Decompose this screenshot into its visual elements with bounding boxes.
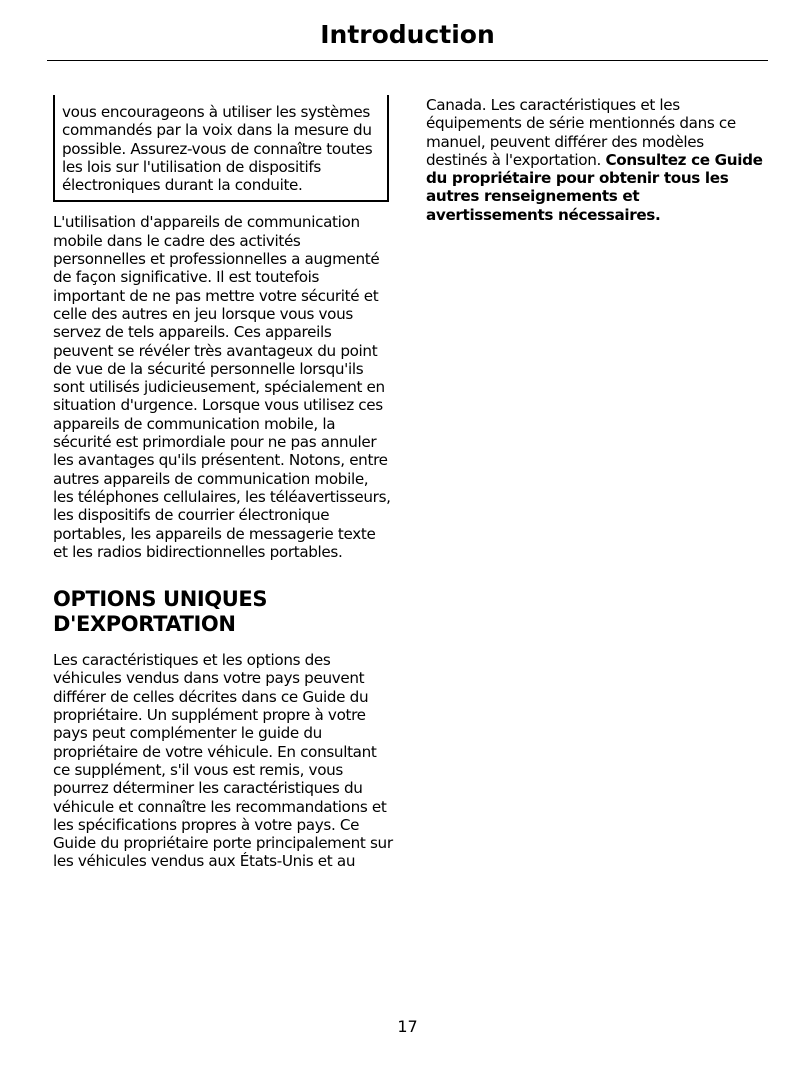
page-header — [47, 18, 768, 61]
export-options-paragraph: Les caractéristiques et les options des véhicules vendus dans votre pays peuvent différer de celles décrites dans ce Guide du propriétaire. Un supplément propre à votre pays peut complémenter le guide du propriétaire de votre véhicule. En consultant ce supplément, s'il vous est remis, vous pourrez déterminer les caractéristiques du véhicule et connaître les recommandations et les spécifications propres à votre pays. Ce Guide du propriétaire porte principalement sur les véhicules vendus aux États-Unis et au — [53, 651, 393, 871]
right-column — [426, 96, 766, 224]
continued-text: Canada. Les caractéristiques et les équipements de série mentionnés dans ce manuel, peuvent différer des modèles destinés à l'exportation. — [426, 96, 736, 169]
section-heading-export-options: OPTIONS UNIQUES D'EXPORTATION — [53, 587, 268, 637]
warning-box — [53, 95, 389, 202]
left-column — [53, 95, 393, 871]
owner-guide-notice: Consultez ce Guide du propriétaire pour obtenir tous les autres renseignements et avertissements nécessaires. — [426, 150, 763, 224]
continued-paragraph — [426, 96, 766, 224]
warning-text: vous encourageons à utiliser les systèmes commandés par la voix dans la mesure du possible. Assurez-vous de connaître toutes les lois sur l'utilisation de dispositifs électroniques durant la conduite. — [62, 103, 373, 195]
page-title: Introduction — [320, 20, 495, 49]
mobile-communication-paragraph: L'utilisation d'appareils de communication mobile dans le cadre des activités personnelles et professionnelles a augmenté de façon significative. Il est toutefois important de ne pas mettre votre sécurité et celle des autres en jeu lorsque vous vous servez de tels appareils. Ces appareils peuvent se révéler très avantageux du point de vue de la sécurité personnelle lorsqu'ils sont utilisés judicieusement, spécialement en situation d'urgence. Lorsque vous utilisez ces appareils de communication mobile, la sécurité est primordiale pour ne pas annuler les avantages qu'ils présentent. Notons, entre autres appareils de communication mobile, les téléphones cellulaires, les téléavertisseurs, les dispositifs de courrier électronique portables, les appareils de messagerie texte et les radios bidirectionnelles portables. — [53, 213, 391, 561]
page-number: 17 — [397, 1017, 418, 1036]
